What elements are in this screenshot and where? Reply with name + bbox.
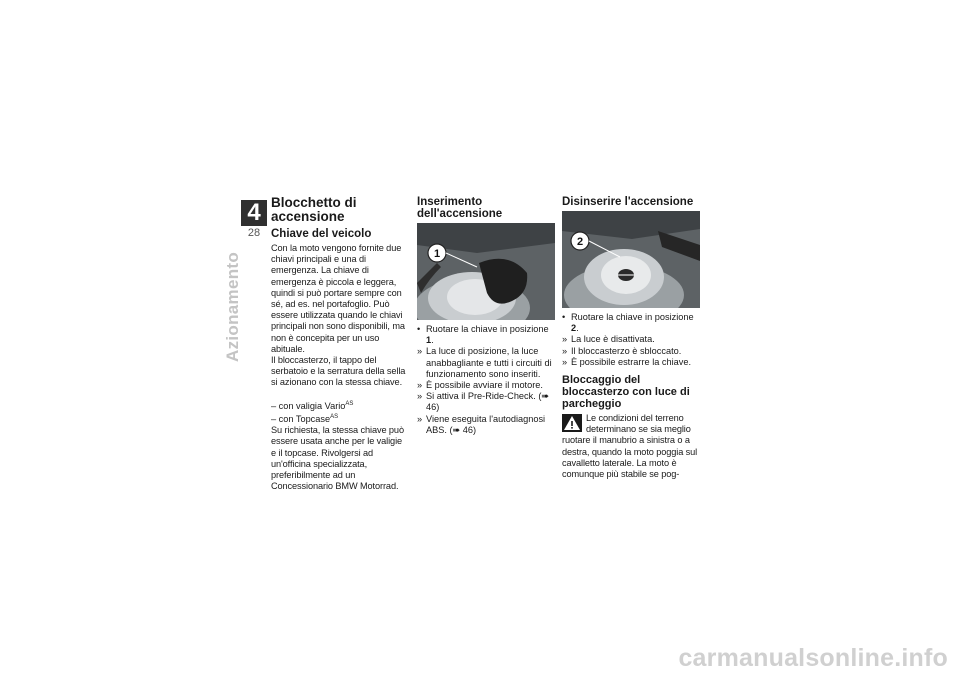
steps-ignition-on — [417, 324, 555, 436]
section-title-ignition-off: Disinserire l'accensione — [562, 196, 694, 208]
option-sup: AS — [330, 413, 339, 420]
step-item: » È possibile avviare il motore. — [417, 380, 543, 391]
ignition-photo-1 — [417, 223, 555, 320]
section-title-ignition-on: Inserimento dell'accensione — [417, 196, 503, 220]
paragraph-same-key: Il bloccasterzo, il tappo del serbatoio e la serratura della sella si azionano con la stessa chiave. — [271, 355, 406, 388]
warning-block — [562, 413, 700, 480]
page-number: 28 — [247, 227, 261, 239]
watermark: carmanualsonline.info — [678, 644, 948, 672]
photo-callout: 2 — [576, 236, 584, 248]
ignition-photo-2 — [562, 211, 700, 308]
warning-text: Le condizioni del terreno determinano se sia meglio ruotare il manubrio a sinistra o a destra, quando la moto poggia sul cavalletto laterale. La moto è comunque più stabile se pog- — [562, 413, 698, 480]
steps-ignition-off — [562, 312, 700, 368]
column-ignition-off — [562, 196, 700, 480]
section-subtitle: Chiave del veicolo — [271, 228, 372, 240]
section-side-label: Azionamento — [223, 251, 242, 362]
option-topcase: – con Topcase$^{AS}$ — [271, 413, 339, 424]
step-item: » La luce è disattivata. — [562, 334, 655, 345]
column-ignition-on — [417, 196, 555, 436]
section-title: Blocchetto di accensione — [271, 195, 357, 224]
step-item: • Ruotare la chiave in posizione 1. — [417, 324, 549, 346]
column-key-info — [271, 196, 407, 492]
section-title-steering-lock: Bloccaggio del bloccasterzo con luce di parcheggio — [562, 374, 690, 411]
step-item: • Ruotare la chiave in posizione 2. — [562, 312, 694, 334]
step-item: » È possibile estrarre la chiave. — [562, 356, 692, 367]
warning-icon — [562, 414, 582, 432]
step-item: » La luce di posizione, la luce anabbagliante e tutti i circuiti di funzionamento sono inseriti. — [417, 346, 552, 379]
step-item: » Si attiva il Pre-Ride-Check. (➠ 46) — [417, 391, 550, 413]
step-item: » Il bloccasterzo è sbloccato. — [562, 345, 682, 356]
photo-callout: 1 — [433, 248, 441, 260]
option-sup: AS — [345, 400, 354, 407]
paragraph-cases: Su richiesta, la stessa chiave può essere usata anche per le valigie e il topcase. Rivolgersi ad un'officina specializzata, preferibilmente ad un Concessionario BMW Motorrad. — [271, 425, 404, 492]
chapter-number: 4 — [241, 200, 267, 226]
paragraph-keys: Con la moto vengono fornite due chiavi principali e una di emergenza. La chiave di emergenza è piccola e leggera, quindi si può portare sempre con sé, ad es. nel portafoglio. Può essere utilizzata quando le chiavi principali non sono disponibili, ma non è concepita per un uso abituale. — [271, 243, 405, 354]
step-item: » Viene eseguita l'autodiagnosi ABS. (➠ 46) — [417, 413, 546, 435]
option-vario-case: – con valigia Vario$^{AS}$ — [271, 400, 354, 411]
